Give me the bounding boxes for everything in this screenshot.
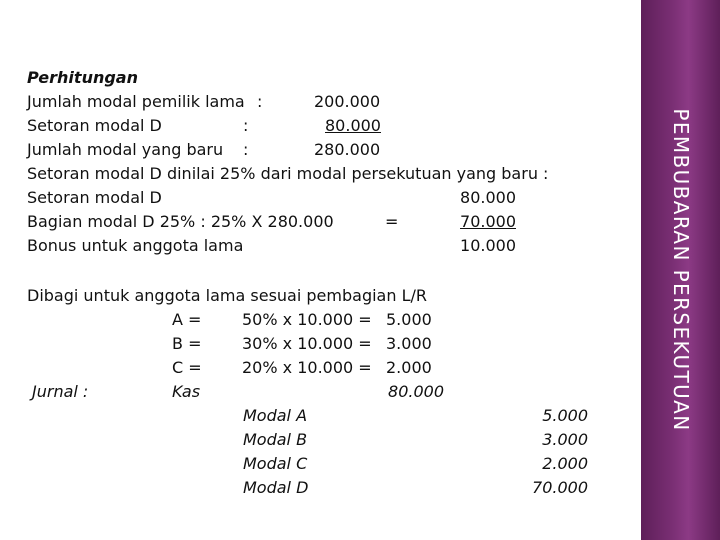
- new-capital-label: Jumlah modal yang baru: [27, 140, 224, 159]
- journal-credit-account-c: Modal C: [243, 454, 308, 473]
- partner-a-result: 5.000: [386, 310, 432, 329]
- journal-credit-amount-b: 3.000: [542, 430, 588, 449]
- share-label: Bagian modal D 25% : 25% X 280.000: [27, 212, 334, 231]
- journal-label: Jurnal :: [32, 382, 89, 401]
- journal-debit-account: Kas: [172, 382, 201, 401]
- deposit-value: 80.000: [460, 188, 516, 207]
- deposit-d-value: 80.000: [325, 116, 381, 135]
- old-capital-colon: :: [257, 92, 263, 111]
- new-capital-value: 280.000: [314, 140, 381, 159]
- new-capital-colon: :: [243, 140, 249, 159]
- distribution-heading: Dibagi untuk anggota lama sesuai pembagian L/R: [27, 286, 427, 305]
- deposit-d-colon: :: [243, 116, 249, 135]
- valuation-sentence: Setoran modal D dinilai 25% dari modal persekutuan yang baru :: [27, 164, 549, 183]
- journal-debit-amount: 80.000: [388, 382, 444, 401]
- journal-credit-account-b: Modal B: [243, 430, 308, 449]
- bonus-label: Bonus untuk anggota lama: [27, 236, 244, 255]
- partner-b-result: 3.000: [386, 334, 432, 353]
- partner-b-label: B =: [172, 334, 202, 353]
- sidebar-banner: [641, 0, 720, 540]
- partner-c-label: C =: [172, 358, 202, 377]
- journal-credit-amount-c: 2.000: [542, 454, 588, 473]
- old-capital-value: 200.000: [314, 92, 381, 111]
- old-capital-label: Jumlah modal pemilik lama: [27, 92, 245, 111]
- journal-credit-account-a: Modal A: [243, 406, 308, 425]
- partner-a-label: A =: [172, 310, 202, 329]
- share-value: 70.000: [460, 212, 516, 231]
- journal-credit-amount-a: 5.000: [542, 406, 588, 425]
- partner-c-formula: 20% x 10.000 =: [242, 358, 372, 377]
- sidebar-title: PEMBUBARAN PERSEKUTUAN: [668, 108, 693, 432]
- deposit-label: Setoran modal D: [27, 188, 162, 207]
- share-equals: =: [385, 212, 399, 231]
- deposit-d-label: Setoran modal D: [27, 116, 162, 135]
- partner-b-formula: 30% x 10.000 =: [242, 334, 372, 353]
- bonus-value: 10.000: [460, 236, 516, 255]
- partner-c-result: 2.000: [386, 358, 432, 377]
- partner-a-formula: 50% x 10.000 =: [242, 310, 372, 329]
- journal-credit-account-d: Modal D: [243, 478, 309, 497]
- journal-credit-amount-d: 70.000: [532, 478, 588, 497]
- calculation-heading: Perhitungan: [27, 68, 138, 87]
